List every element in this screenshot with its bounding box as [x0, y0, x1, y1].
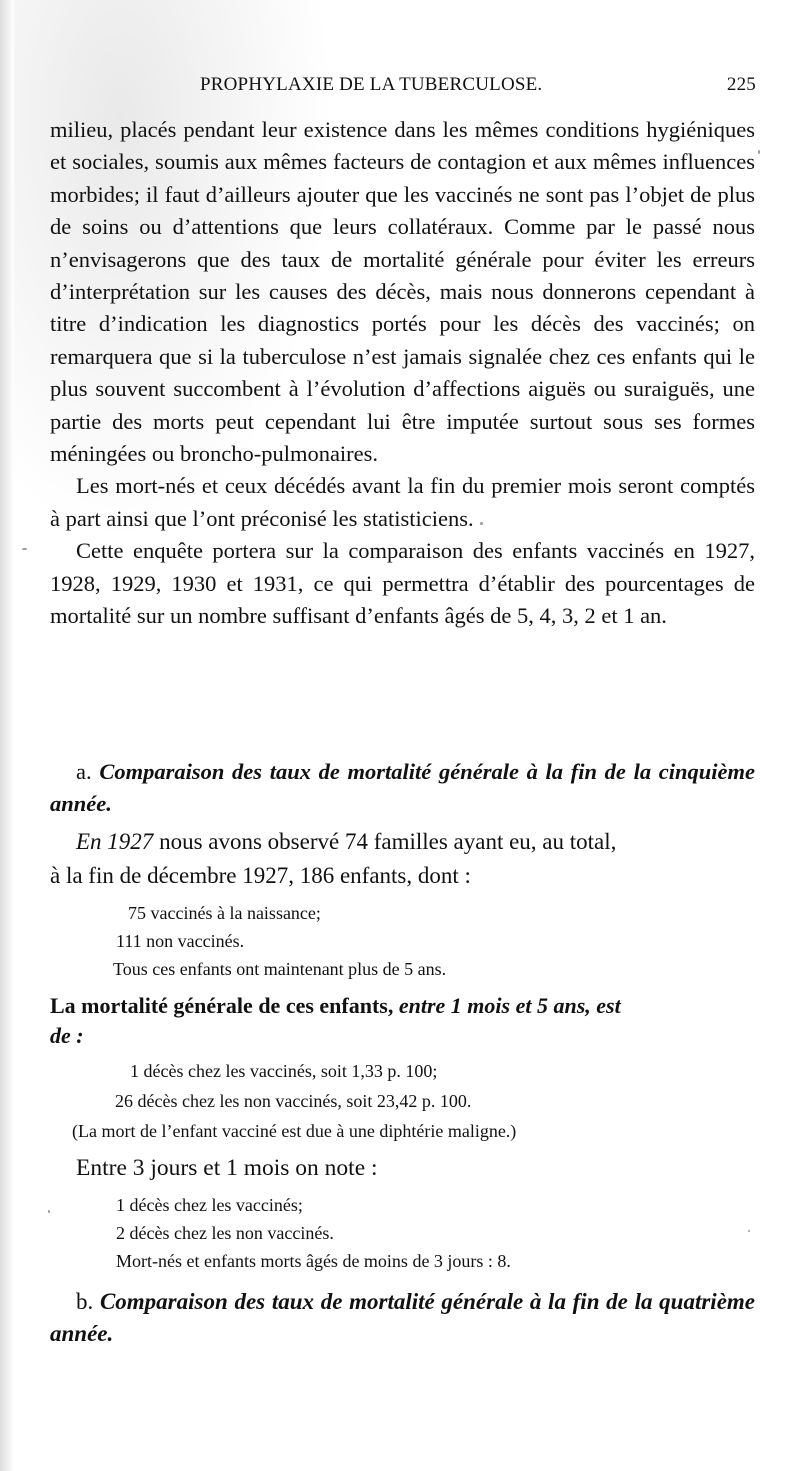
speck	[480, 522, 483, 525]
paragraph-continuation: milieu, placés pendant leur existence dans les mêmes conditions hygiéniques et sociales, soumis aux mêmes facteurs de contagion et aux mêmes influences morbides; il faut d’ailleurs ajouter que les vaccinés ne sont pas l’objet de plus de soins ou d’attentions que leurs collatéraux. Comme par le passé nous n’envisagerons que des taux de mortalité générale pour éviter les erreurs d’interprétation sur les causes des décès, mais nous donnerons cependant à titre d’indication les diagnostics portés pour les décès des vaccinés; on remarquera que si la tuberculose n’est jamais signalée chez ces enfants qui le plus souvent succombent à l’évolution d’affections aiguës ou suraiguës, une partie des morts peut cependant lui être imputée surtout sous ses formes méningées ou broncho-pulmonaires.	[50, 117, 755, 467]
death-vaccines: 1 décès chez les vaccinés, soit 1,33 p. 100;	[130, 1061, 438, 1081]
between-title: Entre 3 jours et 1 mois on note :	[76, 1155, 378, 1181]
list-vaccines: 75 vaccinés à la naissance;	[128, 903, 321, 923]
speck	[758, 150, 760, 154]
intro-line1-rest: nous avons observé 74 familles ayant eu, au total,	[153, 829, 617, 854]
running-title: PROPHYLAXIE DE LA TUBERCULOSE.	[200, 74, 543, 95]
speck	[22, 548, 27, 550]
section-b-heading	[50, 1286, 755, 1350]
speck	[748, 1230, 750, 1232]
death-non-vaccines: 26 décès chez les non vaccinés, soit 23,42 p. 100.	[115, 1091, 472, 1111]
section-a-intro-line1	[50, 826, 755, 858]
mortality-plain: La mortalité générale de ces enfants,	[50, 993, 399, 1018]
paragraph-mort-nes: Les mort-nés et ceux décédés avant la fin du premier mois seront comptés à part ainsi que l’ont préconisé les statisticiens.	[50, 473, 755, 531]
page-header	[200, 74, 760, 104]
paragraph-enquete: Cette enquête portera sur la comparaison des enfants vaccinés en 1927, 1928, 1929, 1930 et 1931, ce qui permettra d’établir des pourcentages de mortalité sur un nombre suffisant d’enfants âgés de 5, 4, 3, 2 et 1 an.	[50, 538, 755, 629]
diphtheria-note: (La mort de l’enfant vacciné est due à une diphtérie maligne.)	[72, 1121, 517, 1141]
body-text	[50, 114, 755, 633]
section-a-title: Comparaison des taux de mortalité générale à la fin de la cinquième année.	[50, 759, 756, 816]
between-non-vaccines: 2 décès chez les non vaccinés.	[116, 1223, 334, 1243]
list-age-note: Tous ces enfants ont maintenant plus de 5 ans.	[113, 959, 447, 979]
page-number: 225	[726, 74, 756, 95]
mortality-italic: entre 1 mois et 5 ans, est	[398, 993, 621, 1018]
list-non-vaccines: 111 non vaccinés.	[116, 931, 245, 951]
scan-edge-shadow	[0, 0, 14, 1471]
mortality-line1	[50, 990, 755, 1022]
mortality-line2: de :	[50, 1023, 84, 1048]
between-vaccines: 1 décès chez les vaccinés;	[116, 1195, 303, 1215]
stillbirths-note: Mort-nés et enfants morts âgés de moins de 3 jours : 8.	[116, 1251, 511, 1271]
section-b-title: Comparaison des taux de mortalité générale à la fin de la quatrième année.	[50, 1289, 756, 1346]
section-a-letter: a.	[76, 759, 92, 784]
section-a-intro-line2: à la fin de décembre 1927, 186 enfants, dont :	[50, 863, 471, 888]
section-a-heading	[50, 756, 755, 820]
intro-year: En 1927	[76, 829, 154, 854]
section-b-letter: b.	[76, 1289, 94, 1314]
speck	[48, 1210, 50, 1213]
